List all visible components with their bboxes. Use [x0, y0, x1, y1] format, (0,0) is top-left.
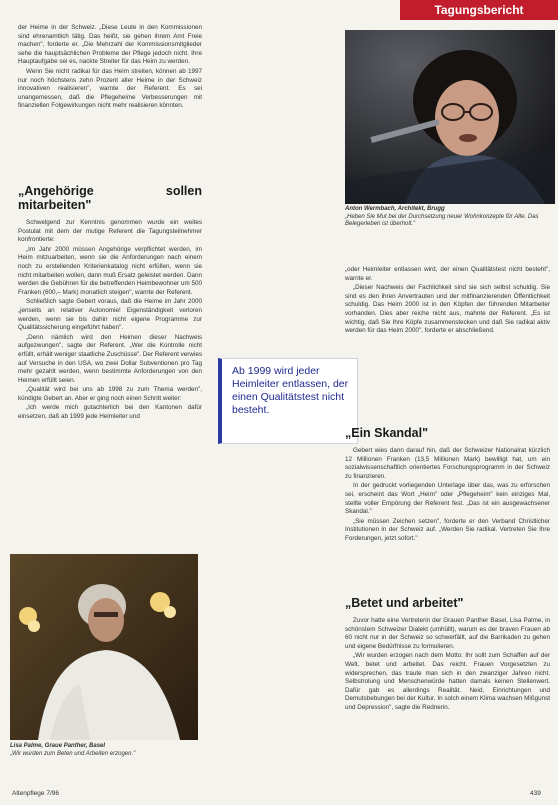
paragraph: „oder Heimleiter entlassen wird, der einen Qualitätstest nicht besteht", warnte er.	[345, 266, 550, 282]
paragraph: In der gedruckt vorliegenden Unterlage über das, was zu erforschen sei, erscheint das Wort „Heim" oder „Pflegeheim" kein einziges Mal, stellte voller Empörung der Referent fest. „Das ist ein ausgewachsener Skandal."	[345, 482, 550, 516]
footer-page-number: 439	[530, 790, 541, 797]
speaker-photo-wermbach	[345, 30, 555, 204]
article-column-right-top	[345, 266, 550, 337]
paragraph: der Heime in der Schweiz. „Diese Leute in den Kommissionen sind ehrenamtlich tätig. Das heißt, sie gehen ihrem Amt Freie machen", forderte er. „Die Mehrzahl der Kommissionsmitglieder sehe die hauptsächlichen Probleme der Pflege jedoch nicht. Ihre Hauptaufgabe sei es, nackte Streiter für das Heim zu werden.	[18, 24, 202, 66]
section-banner: Tagungsbericht	[400, 0, 558, 20]
section-heading: „Betet und arbeitet"	[345, 596, 464, 610]
paragraph: „Ich werde mich gutachterlich bei den Kantonen dafür einsetzen, daß ab 1999 jede Heimleiter und	[18, 404, 202, 421]
article-section-betet	[345, 594, 550, 714]
photo-caption-palme	[10, 743, 198, 758]
article-section-skandal	[345, 424, 550, 545]
portrait-image	[345, 30, 555, 204]
section-heading: „Ein Skandal"	[345, 426, 429, 440]
caption-name: Anton Wermbach, Architekt, Brugg	[345, 206, 445, 212]
paragraph: Schließlich sagte Gebert voraus, daß die Heime im Jahr 2000 „jenseits an relativer Autonomie! Eigenständigkeit verloren werden, wenn sie bis dahin nicht eigene Programme zur Qualitätssicherung eingeführt haben".	[18, 298, 202, 332]
speaker-photo-palme	[10, 554, 198, 740]
paragraph: „Qualität wird bei uns ab 1998 zu zum Thema werden", kündigte Gebert an. Aber er ging noch einen Schritt weiter:	[18, 386, 202, 402]
portrait-image	[10, 554, 198, 740]
paragraph: „Im Jahr 2000 müssen Angehörige verpflichtet werden, im Heim mitzuarbeiten, wenn sie die Anforderungen nach einem noch zu erstellenden Kriterienkatalog nicht erfüllen, wenn sie nicht mitarbeiten wollen, dann muß Ersatz geleistet werden. Dann werden die Gebühren für die betreffenden Heimbewohner um 500 Franken (600,– Mark) monatlich steigen", warnte der Referent.	[18, 245, 202, 296]
paragraph: Zuvor hatte eine Vertreterin der Grauen Panther Basel, Lisa Palme, in schönstem Schweizer Dialekt (umhüllt), warum es der braven Frauen ab 60 nicht nur in der Schweiz so schwerfällt, auf die Barrikaden zu gehen und eigene Bedürfnisse zu formulieren.	[345, 617, 550, 650]
caption-quote: „Heben Sie Mut bei der Durchsetzung neuer Wohnkonzepte für Alte. Das Belegerleben ist überholt."	[345, 213, 539, 227]
paragraph: Wenn Sie nicht radikal für das Heim streiten, können ab 1997 nur noch höchstens zehn Prozent aller Heime in der Schweiz innovativen realisieren", warnte der Referent. Es sei unangemessen, daß die Pflegeheime Verbesserungen mit finanziellen Folgewirkungen nicht mehr realisieren könnten.	[18, 67, 202, 110]
article-section-angehoerige	[18, 182, 202, 423]
photo-caption-wermbach	[345, 206, 555, 229]
pull-quote: Ab 1999 wird jeder Heimleiter entlassen, der einen Qualitätstest nicht besteht.	[218, 358, 358, 444]
paragraph: „Sie müssen Zeichen setzen", forderte er den Verband Christlicher Institutionen in der Schweiz auf. „Werden Sie radikal. Vertreten Sie Ihre Forderungen, jetzt sofort."	[345, 517, 550, 542]
caption-quote: „Wir wurden zum Beten und Arbeiten erzogen."	[10, 750, 136, 757]
section-heading: „Angehörige sollen mitarbeiten"	[18, 184, 202, 212]
paragraph: Schwelgend zur Kenntnis genommen wurde ein weites Postulat mit dem der mutige Referent die Tagungsteilnehmer konfrontierte:	[18, 219, 202, 244]
paragraph: „Dieser Nachweis der Fachlichkeit sind sie sich selbst schuldig. Sie sind es den ihren Anvertrauten und der mitfinanzierenden Öffentlichkeit schuldig. Das Heim 2000 ist in den Köpfen der führenden Mitarbeiter vorhanden. Dies aber reiche nicht aus, mahnte der Referent. „Es ist wichtig, daß Sie Ihre Köpfe zusammenstecken und daß Sie radikal aktiv werden für das Heim 2000", forderte er abschließend.	[345, 284, 550, 335]
paragraph: „Wir wurden erzogen nach dem Motto: Ihr sollt zum Schaffen auf der Welt, betet und arbeitet. Das reicht. Frauen Vorgesetzten zu widersprechen, das traute man sich in den zwanziger Jahren nicht. Selbstrolung und Menschenwürde hatten damals keinen Stellenwert. Dafür gab es allerdings Realität. Neid, Einrichtungen und Demutsbebungen bei der Kultur. In solch einem Klima wachsen Mißgunst und Depression", sagte die Rednerin.	[345, 652, 550, 711]
footer-publication: Altenpflege 7/96	[12, 790, 59, 797]
caption-name: Lisa Palme, Graue Panther, Basel	[10, 743, 106, 749]
article-column-left-top	[18, 24, 202, 112]
paragraph: Gebert wies dann darauf hin, daß der Schweizer Nationalrat kürzlich 12 Millionen Franken (13,5 Millionen Mark) bewilligt hat, um ein sozialwissenschaftlich orientiertes Forschungsprogramm in der Schweiz zu finanzieren.	[345, 447, 550, 480]
paragraph: „Denn nämlich wird den Heimen dieser Nachweis aufgezwungen", sagte der Referent. „Wer die Kontrolle nicht erfüllt, erhält weniger staatliche Zuschüsse". Der Referent verwies auf Versuche in den USA, wo zwei Dollar Subventionen pro Tag mehr gezahlt werden, wenn bestimmte Anforderungen von den Heimen erfüllt seien.	[18, 333, 202, 384]
